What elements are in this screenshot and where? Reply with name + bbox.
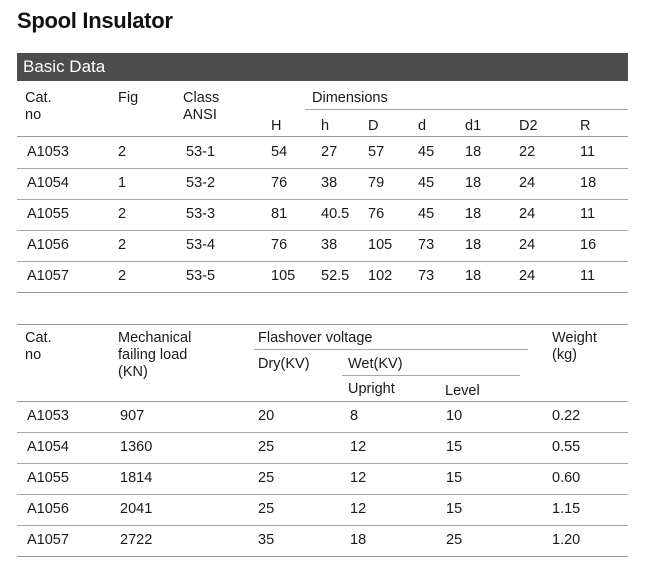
cell-weight: 0.22 (552, 408, 581, 424)
table1-header-cat: Cat. no (25, 90, 52, 123)
cell-D2: 24 (519, 206, 536, 222)
cell-d1: 18 (465, 175, 482, 191)
table2-header-mechanical: Mechanical failing load (KN) (118, 330, 192, 380)
cell-d: 45 (418, 144, 435, 160)
cell-level: 10 (446, 408, 463, 424)
cell-d: 73 (418, 237, 435, 253)
cell-R: 11 (580, 268, 596, 284)
cell-d: 73 (418, 268, 435, 284)
cell-class: 53-4 (186, 237, 216, 253)
table1-header-rule (17, 136, 628, 137)
cell-fig: 2 (118, 268, 127, 284)
cell-cat: A1055 (27, 470, 69, 486)
cell-weight: 0.55 (552, 439, 581, 455)
cell-mech: 2041 (120, 501, 153, 517)
cell-D2: 24 (519, 237, 536, 253)
table1-header-R: R (580, 118, 591, 134)
cell-fig: 2 (118, 206, 127, 222)
cell-d1: 18 (465, 206, 482, 222)
cell-level: 15 (446, 439, 463, 455)
table1-header-D2: D2 (519, 118, 538, 134)
table1-header-d1: d1 (465, 118, 482, 134)
cell-mech: 2722 (120, 532, 153, 548)
cell-cat: A1057 (27, 268, 69, 284)
page-title: Spool Insulator (17, 8, 173, 33)
table1-bottom-rule (17, 292, 628, 293)
cell-h: 52.5 (321, 268, 350, 284)
table1-header-class: Class ANSI (183, 90, 220, 123)
table2-header-wet: Wet(KV) (348, 356, 403, 372)
cell-D2: 24 (519, 268, 536, 284)
cell-cat: A1054 (27, 175, 69, 191)
row-divider (17, 230, 628, 231)
cell-fig: 2 (118, 144, 127, 160)
dimensions-underline (305, 109, 628, 110)
table1-header-dimensions: Dimensions (312, 90, 388, 106)
cell-R: 18 (580, 175, 597, 191)
cell-H: 76 (271, 175, 288, 191)
cell-mech: 907 (120, 408, 145, 424)
cell-d1: 18 (465, 144, 482, 160)
cell-class: 53-5 (186, 268, 216, 284)
cell-dry: 25 (258, 470, 275, 486)
cell-fig: 2 (118, 237, 127, 253)
cell-upright: 12 (350, 439, 367, 455)
cell-class: 53-2 (186, 175, 216, 191)
cell-D: 105 (368, 237, 393, 253)
cell-d: 45 (418, 206, 435, 222)
cell-H: 76 (271, 237, 288, 253)
cell-class: 53-3 (186, 206, 216, 222)
cell-d1: 18 (465, 237, 482, 253)
table2-header-dry: Dry(KV) (258, 356, 310, 372)
table2-header-weight: Weight (kg) (552, 330, 597, 363)
section-title: Basic Data (23, 57, 106, 76)
cell-cat: A1053 (27, 408, 69, 424)
cell-level: 15 (446, 501, 463, 517)
cell-dry: 20 (258, 408, 275, 424)
cell-cat: A1054 (27, 439, 69, 455)
cell-cat: A1056 (27, 501, 69, 517)
row-divider (17, 432, 628, 433)
cell-h: 40.5 (321, 206, 350, 222)
cell-d: 45 (418, 175, 435, 191)
table2-header-upright: Upright (348, 381, 395, 397)
cell-H: 81 (271, 206, 288, 222)
row-divider (17, 199, 628, 200)
table2-header-rule (17, 401, 628, 402)
table1-header-d: d (418, 118, 427, 134)
cell-D2: 24 (519, 175, 536, 191)
cell-D: 79 (368, 175, 385, 191)
cell-D: 102 (368, 268, 393, 284)
cell-dry: 25 (258, 501, 275, 517)
cell-cat: A1053 (27, 144, 69, 160)
cell-H: 105 (271, 268, 296, 284)
cell-d1: 18 (465, 268, 482, 284)
row-divider (17, 525, 628, 526)
cell-H: 54 (271, 144, 288, 160)
row-divider (17, 168, 628, 169)
cell-weight: 0.60 (552, 470, 581, 486)
cell-cat: A1056 (27, 237, 69, 253)
cell-upright: 12 (350, 470, 367, 486)
row-divider (17, 494, 628, 495)
row-divider (17, 261, 628, 262)
wet-underline (342, 375, 520, 376)
section-header-basic-data (17, 53, 628, 81)
cell-class: 53-1 (186, 144, 216, 160)
cell-h: 38 (321, 237, 338, 253)
cell-D: 57 (368, 144, 385, 160)
table1-header-fig: Fig (118, 90, 139, 106)
table2-header-flashover: Flashover voltage (258, 330, 373, 346)
cell-level: 25 (446, 532, 463, 548)
cell-R: 11 (580, 144, 596, 160)
cell-fig: 1 (118, 175, 127, 191)
cell-mech: 1360 (120, 439, 153, 455)
cell-mech: 1814 (120, 470, 153, 486)
cell-upright: 8 (350, 408, 359, 424)
cell-cat: A1055 (27, 206, 69, 222)
cell-level: 15 (446, 470, 463, 486)
table2-header-cat: Cat. no (25, 330, 52, 363)
flashover-underline (254, 349, 528, 350)
cell-dry: 35 (258, 532, 275, 548)
table1-header-D: D (368, 118, 379, 134)
cell-dry: 25 (258, 439, 275, 455)
cell-cat: A1057 (27, 532, 69, 548)
table2-bottom-rule (17, 556, 628, 557)
cell-R: 16 (580, 237, 597, 253)
table1-header-H: H (271, 118, 282, 134)
cell-D2: 22 (519, 144, 536, 160)
cell-weight: 1.20 (552, 532, 581, 548)
cell-upright: 18 (350, 532, 367, 548)
table2-top-rule (17, 324, 628, 325)
cell-h: 27 (321, 144, 338, 160)
row-divider (17, 463, 628, 464)
table2-header-level: Level (445, 383, 480, 399)
cell-D: 76 (368, 206, 385, 222)
cell-weight: 1.15 (552, 501, 581, 517)
cell-R: 11 (580, 206, 596, 222)
table1-header-h: h (321, 118, 330, 134)
cell-h: 38 (321, 175, 338, 191)
cell-upright: 12 (350, 501, 367, 517)
